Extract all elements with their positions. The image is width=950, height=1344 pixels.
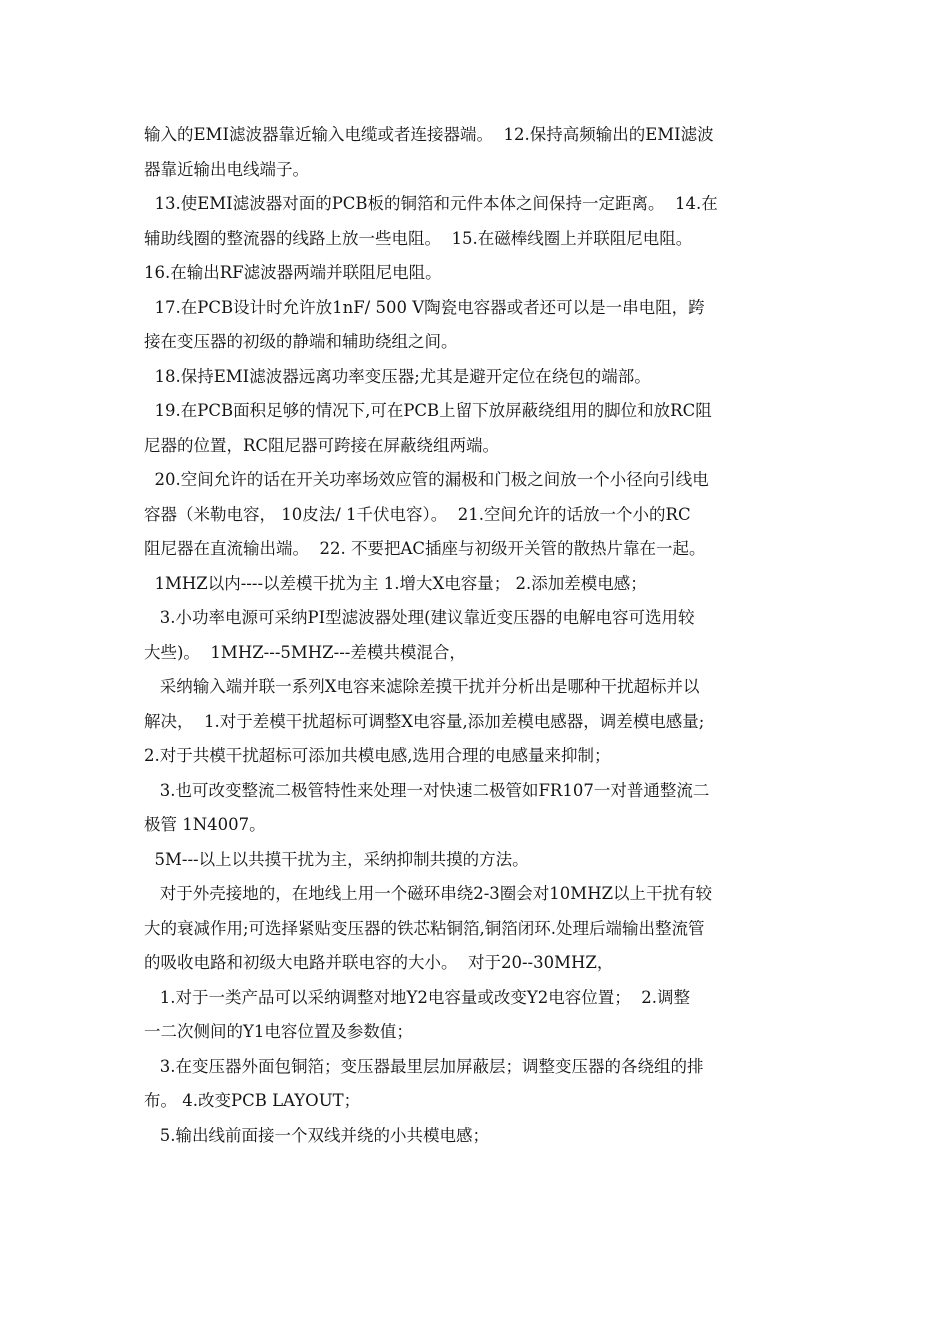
text-line: 大些)。 1MHZ---5MHZ---差模共模混合，	[144, 642, 466, 662]
text-line: 19.在PCB面积足够的情况下,可在PCB上留下放屏蔽绕组用的脚位和放RC阻	[144, 401, 712, 420]
text-line: 大的衰减作用;可选择紧贴变压器的铁芯粘铜箔,铜箔闭环.处理后端输出整流管	[144, 918, 705, 938]
text-line: 2.对于共模干扰超标可添加共模电感,选用合理的电感量来抑制；	[144, 746, 611, 765]
text-line: 5M---以上以共摸干扰为主，采纳抑制共摸的方法。	[144, 849, 529, 869]
text-line: 的吸收电路和初级大电路并联电容的大小。 对于20--30MHZ，	[144, 953, 614, 972]
text-line: 16.在输出RF滤波器两端并联阻尼电阻。	[144, 263, 442, 282]
text-line: 阻尼器在直流输出端。 22. 不要把AC插座与初级开关管的散热片靠在一起。	[144, 539, 706, 558]
text-line: 接在变压器的初级的静端和辅助绕组之间。	[144, 332, 458, 351]
text-line: 解决， 1.对于差模干扰超标可调整X电容量,添加差模电感器，调差模电感量;	[144, 711, 705, 731]
text-line: 3.也可改变整流二极管特性来处理一对快速二极管如FR107一对普通整流二	[144, 780, 710, 800]
text-line: 器靠近输出电线端子。	[144, 159, 309, 179]
text-line: 容器（米勒电容， 10皮法/ 1千伏电容）。 21.空间允许的话放一个小的RC	[144, 504, 691, 524]
document-body	[144, 118, 816, 1153]
text-line: 对于外壳接地的，在地线上用一个磁环串绕2-3圈会对10MHZ以上干扰有较	[144, 884, 713, 903]
text-line: 13.使EMI滤波器对面的PCB板的铜箔和元件本体之间保持一定距离。 14.在	[144, 194, 718, 213]
text-line: 极管 1N4007。	[144, 815, 266, 834]
text-line: 3.小功率电源可采纳PI型滤波器处理(建议靠近变压器的电解电容可选用较	[144, 608, 695, 627]
text-line: 20.空间允许的话在开关功率场效应管的漏极和门极之间放一个小径向引线电	[144, 470, 709, 489]
text-line: 18.保持EMI滤波器远离功率变压器;尤其是避开定位在绕包的端部。	[144, 366, 651, 386]
text-line: 采纳输入端并联一系列X电容来滤除差摸干扰并分析出是哪种干扰超标并以	[144, 677, 700, 696]
text-line: 布。 4.改变PCB LAYOUT；	[144, 1091, 361, 1110]
text-line: 输入的EMI滤波器靠近输入电缆或者连接器端。 12.保持高频输出的EMI滤波	[144, 125, 714, 144]
text-line: 尼器的位置，RC阻尼器可跨接在屏蔽绕组两端。	[144, 435, 500, 455]
text-line: 1MHZ以内----以差模干扰为主 1.增大X电容量； 2.添加差模电感；	[144, 573, 647, 593]
text-line: 3.在变压器外面包铜箔；变压器最里层加屏蔽层；调整变压器的各绕组的排	[144, 1056, 704, 1076]
text-line: 17.在PCB设计时允许放1nF/ 500 V陶瓷电容器或者还可以是一串电阻，跨	[144, 297, 705, 317]
text-line: 1.对于一类产品可以采纳调整对地Y2电容量或改变Y2电容位置； 2.调整	[144, 987, 690, 1007]
text-line: 辅助线圈的整流器的线路上放一些电阻。 15.在磁棒线圈上并联阻尼电阻。	[144, 228, 693, 248]
text-line: 5.输出线前面接一个双线并绕的小共模电感；	[144, 1125, 489, 1145]
text-line: 一二次侧间的Y1电容位置及参数值；	[144, 1022, 413, 1041]
